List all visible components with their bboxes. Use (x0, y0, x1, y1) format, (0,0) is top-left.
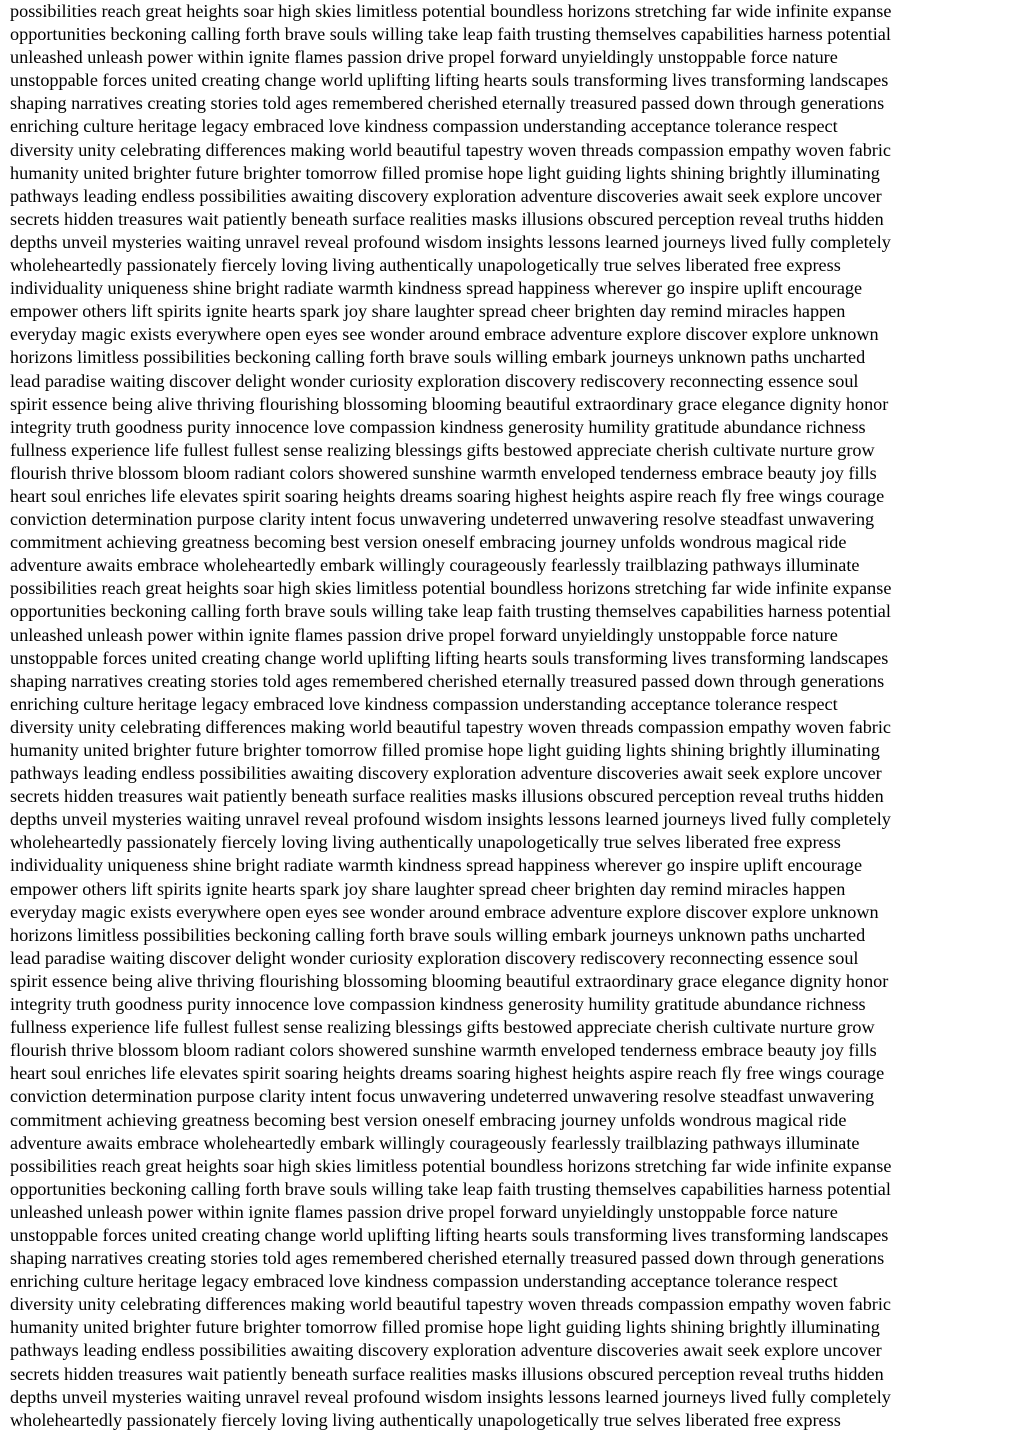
text-line: everyday magic exists everywhere open eyes see wonder around embrace adventure explore discover explore unknown (10, 901, 879, 922)
text-line: flourish thrive blossom bloom radiant colors showered sunshine warmth enveloped tenderness embrace beauty joy fills (10, 462, 877, 483)
text-line: spirit essence being alive thriving flourishing blossoming blooming beautiful extraordinary grace elegance dignity honor (10, 970, 889, 991)
text-line: wholeheartedly passionately fiercely loving living authentically unapologetically true selves liberated free express (10, 255, 841, 276)
text-line: individuality uniqueness shine bright radiate warmth kindness spread happiness wherever go inspire uplift encourage (10, 278, 863, 299)
text-line: possibilities reach great heights soar high skies limitless potential boundless horizons stretching far wide infinite expanse (10, 1155, 892, 1176)
text-line: enriching culture heritage legacy embraced love kindness compassion understanding acceptance tolerance respect (10, 1271, 838, 1292)
text-line: unleashed unleash power within ignite flames passion drive propel forward unyieldingly unstoppable force nature (10, 47, 838, 68)
text-line: humanity united brighter future brighter tomorrow filled promise hope light guiding lights shining brightly illuminating (10, 1317, 880, 1338)
text-line: unstoppable forces united creating change world uplifting lifting hearts souls transforming lives transforming landscapes (10, 1224, 889, 1245)
text-line: wholeheartedly passionately fiercely loving living authentically unapologetically true selves liberated free express (10, 1409, 841, 1430)
text-line: horizons limitless possibilities beckoning calling forth brave souls willing embark journeys unknown paths uncharted (10, 347, 866, 368)
text-line: humanity united brighter future brighter tomorrow filled promise hope light guiding lights shining brightly illuminating (10, 740, 880, 760)
text-line: empower others lift spirits ignite hearts spark joy share laughter spread cheer brighten day remind miracles happen (10, 301, 846, 322)
text-line: commitment achieving greatness becoming best version oneself embracing journey unfolds wondrous magical ride (10, 532, 847, 553)
text-line: secrets hidden treasures wait patiently beneath surface realities masks illusions obscured perception reveal truths hidden (10, 786, 884, 807)
text-line: enriching culture heritage legacy embraced love kindness compassion understanding acceptance tolerance respect (10, 693, 838, 714)
text-line: commitment achieving greatness becoming best version oneself embracing journey unfolds wondrous magical ride (10, 1109, 847, 1130)
text-line: fullness experience life fullest fullest sense realizing blessings gifts bestowed appreciate cherish cultivate nurture grow (10, 1017, 875, 1038)
text-line: lead paradise waiting discover delight wonder curiosity exploration discovery rediscovery reconnecting essence soul (10, 947, 859, 968)
text-line: lead paradise waiting discover delight wonder curiosity exploration discovery rediscovery reconnecting essence soul (10, 370, 859, 391)
text-line: pathways leading endless possibilities awaiting discovery exploration adventure discoveries await seek explore uncover (10, 1340, 882, 1361)
text-line: unleashed unleash power within ignite flames passion drive propel forward unyieldingly unstoppable force nature (10, 624, 838, 645)
text-line: enriching culture heritage legacy embraced love kindness compassion understanding acceptance tolerance respect (10, 116, 838, 137)
text-line: secrets hidden treasures wait patiently beneath surface realities masks illusions obscured perception reveal truths hidden (10, 1363, 884, 1384)
body-text (10, 0, 1020, 1432)
text-line: opportunities beckoning calling forth brave souls willing take leap faith trusting themselves capabilities harness potential (10, 601, 891, 622)
text-line: humanity united brighter future brighter tomorrow filled promise hope light guiding lights shining brightly illuminating (10, 162, 880, 183)
text-line: integrity truth goodness purity innocence love compassion kindness generosity humility gratitude abundance richness (10, 994, 866, 1015)
text-line: conviction determination purpose clarity intent focus unwavering undeterred unwavering resolve steadfast unwavering (10, 509, 875, 530)
text-line: flourish thrive blossom bloom radiant colors showered sunshine warmth enveloped tenderness embrace beauty joy fills (10, 1040, 877, 1061)
text-line: depths unveil mysteries waiting unravel reveal profound wisdom insights lessons learned journeys lived fully completely (10, 1386, 891, 1407)
text-line: heart soul enriches life elevates spirit soaring heights dreams soaring highest heights aspire reach fly free wings courage (10, 1063, 885, 1084)
text-line: wholeheartedly passionately fiercely loving living authentically unapologetically true selves liberated free express (10, 832, 841, 853)
text-line: depths unveil mysteries waiting unravel reveal profound wisdom insights lessons learned journeys lived fully completely (10, 231, 891, 252)
text-line: pathways leading endless possibilities awaiting discovery exploration adventure discoveries await seek explore uncover (10, 763, 882, 784)
text-line: horizons limitless possibilities beckoning calling forth brave souls willing embark journeys unknown paths uncharted (10, 924, 866, 945)
text-line: shaping narratives creating stories told ages remembered cherished eternally treasured passed down through generations (10, 1248, 885, 1269)
text-line: secrets hidden treasures wait patiently beneath surface realities masks illusions obscured perception reveal truths hidden (10, 208, 884, 229)
text-line: empower others lift spirits ignite hearts spark joy share laughter spread cheer brighten day remind miracles happen (10, 878, 846, 899)
text-line: unstoppable forces united creating change world uplifting lifting hearts souls transforming lives transforming landscapes (10, 70, 889, 91)
text-line: conviction determination purpose clarity intent focus unwavering undeterred unwavering resolve steadfast unwavering (10, 1086, 875, 1107)
text-line: diversity unity celebrating differences making world beautiful tapestry woven threads compassion empathy woven fabric (10, 1294, 891, 1315)
text-line: pathways leading endless possibilities awaiting discovery exploration adventure discoveries await seek explore uncover (10, 185, 882, 206)
text-line: fullness experience life fullest fullest sense realizing blessings gifts bestowed appreciate cherish cultivate nurture grow (10, 439, 875, 460)
text-line: opportunities beckoning calling forth brave souls willing take leap faith trusting themselves capabilities harness potential (10, 24, 891, 45)
text-line: shaping narratives creating stories told ages remembered cherished eternally treasured passed down through generations (10, 93, 885, 114)
text-line: possibilities reach great heights soar high skies limitless potential boundless horizons stretching far wide infinite expanse (10, 1, 892, 21)
text-line: adventure awaits embrace wholeheartedly embark willingly courageously fearlessly trailblazing pathways illuminate (10, 1132, 860, 1153)
text-line: spirit essence being alive thriving flourishing blossoming blooming beautiful extraordinary grace elegance dignity honor (10, 393, 889, 414)
text-line: everyday magic exists everywhere open eyes see wonder around embrace adventure explore discover explore unknown (10, 324, 879, 345)
text-line: diversity unity celebrating differences making world beautiful tapestry woven threads compassion empathy woven fabric (10, 139, 891, 160)
text-line: unstoppable forces united creating change world uplifting lifting hearts souls transforming lives transforming landscapes (10, 647, 889, 668)
text-line: possibilities reach great heights soar high skies limitless potential boundless horizons stretching far wide infinite expanse (10, 578, 892, 599)
text-line: opportunities beckoning calling forth brave souls willing take leap faith trusting themselves capabilities harness potential (10, 1178, 891, 1199)
text-line: individuality uniqueness shine bright radiate warmth kindness spread happiness wherever go inspire uplift encourage (10, 855, 863, 876)
text-line: depths unveil mysteries waiting unravel reveal profound wisdom insights lessons learned journeys lived fully completely (10, 809, 891, 830)
text-line: unleashed unleash power within ignite flames passion drive propel forward unyieldingly unstoppable force nature (10, 1201, 838, 1222)
text-line: integrity truth goodness purity innocence love compassion kindness generosity humility gratitude abundance richness (10, 416, 866, 437)
text-line: diversity unity celebrating differences making world beautiful tapestry woven threads compassion empathy woven fabric (10, 716, 891, 737)
text-line: shaping narratives creating stories told ages remembered cherished eternally treasured passed down through generations (10, 670, 885, 691)
text-line: heart soul enriches life elevates spirit soaring heights dreams soaring highest heights aspire reach fly free wings courage (10, 485, 885, 506)
text-line: adventure awaits embrace wholeheartedly embark willingly courageously fearlessly trailblazing pathways illuminate (10, 555, 860, 576)
